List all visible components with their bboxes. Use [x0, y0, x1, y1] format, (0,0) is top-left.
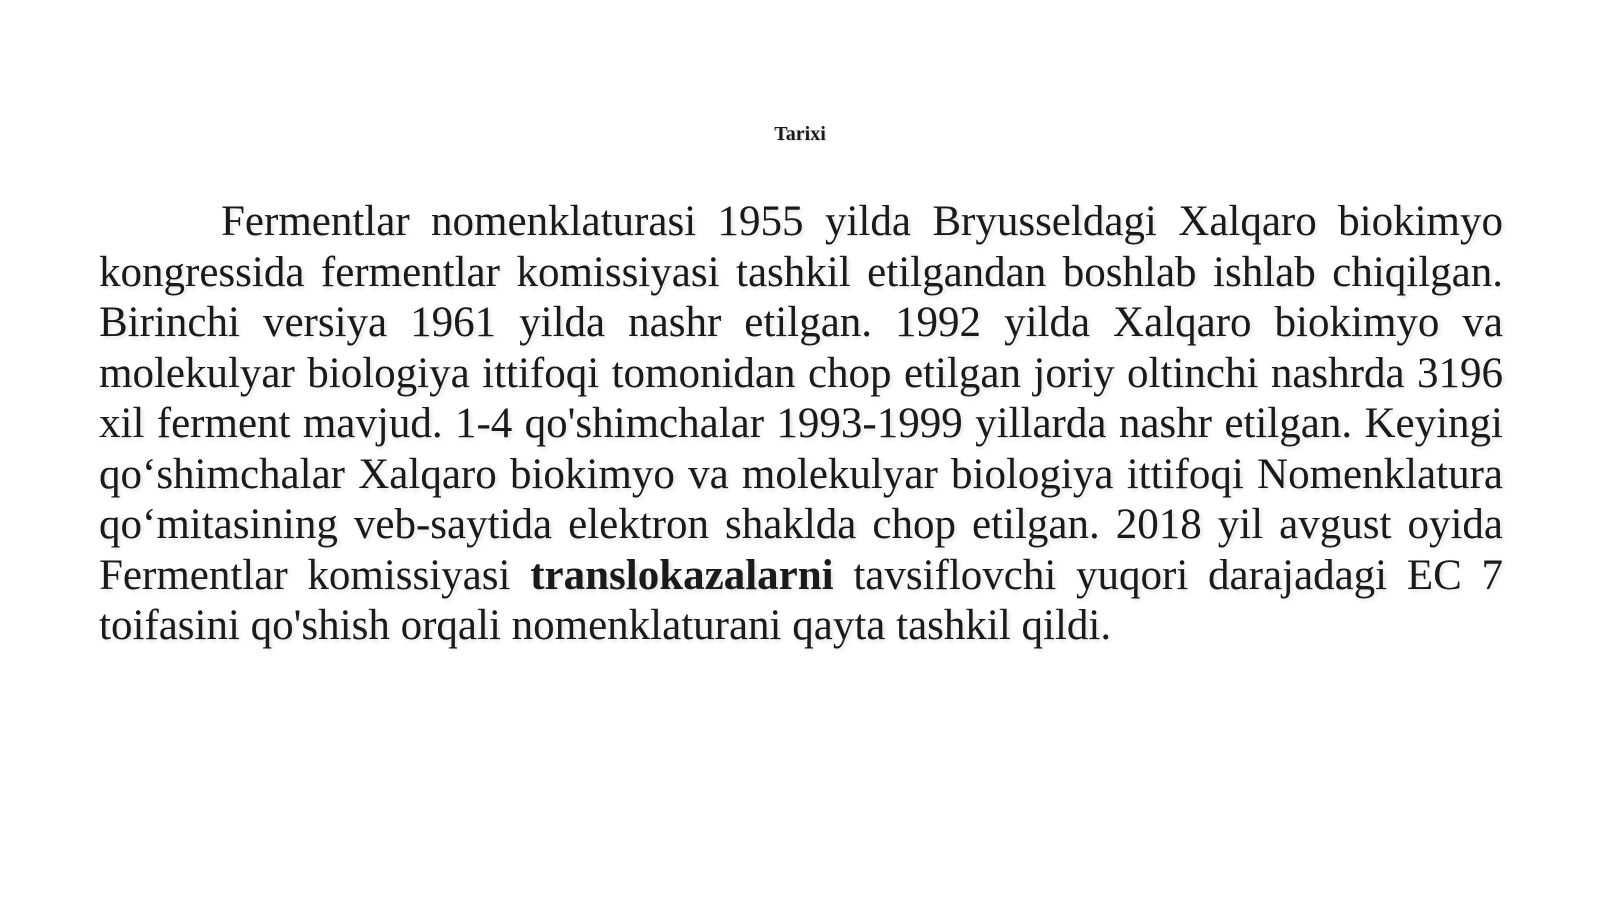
slide-title: Tarixi — [774, 123, 826, 145]
body-paragraph — [99, 197, 1503, 652]
bold-term: translokazalarni — [530, 551, 834, 599]
paragraph-text-end: tavsiflovchi yuqori darajadagi EC 7 toifasini qo'shish orqali nomenklaturani qayta tashkil qildi. — [99, 551, 1503, 649]
paragraph-text-start: Fermentlar nomenklaturasi 1955 yilda Bryusseldagi Xalqaro biokimyo kongressida fermentlar komissiyasi tashkil etilgandan boshlab ishlab chiqilgan. Birinchi versiya 1961 yilda nashr etilgan. 1992 yilda Xalqaro biokimyo va molekulyar biologiya ittifoqi tomonidan chop etilgan joriy oltinchi nashrda 3196 xil ferment mavjud. 1-4 qo'shimchalar 1993-1999 yillarda nashr etilgan. Keyingi qo‘shimchalar Xalqaro biokimyo va molekulyar biologiya ittifoqi Nomenklatura qo‘mitasining veb-saytida elektron shaklda chop etilgan. 2018 yil avgust oyida Fermentlar komissiyasi — [99, 198, 1503, 599]
